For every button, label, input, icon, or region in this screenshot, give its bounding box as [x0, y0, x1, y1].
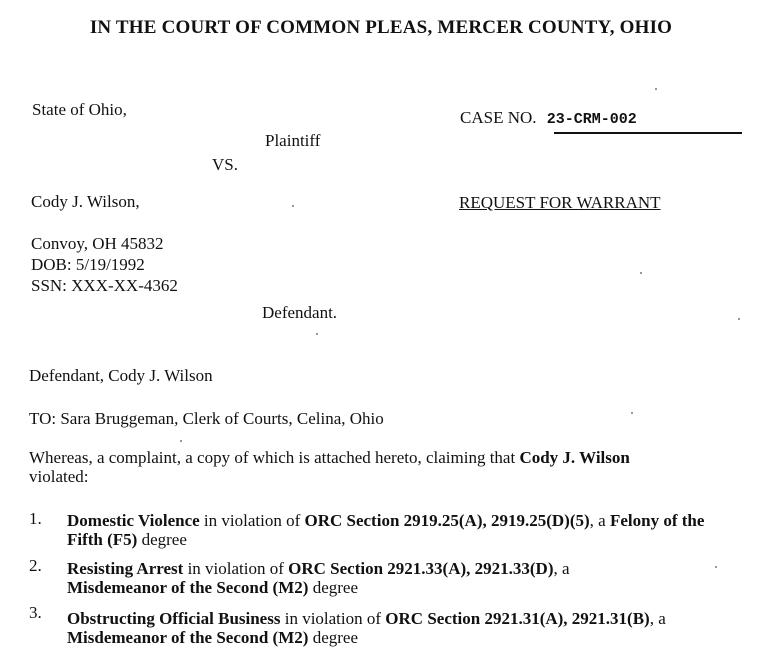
charge-offense: Domestic Violence: [67, 511, 200, 530]
scan-speck: [292, 205, 294, 207]
charge-offense: Resisting Arrest: [67, 559, 184, 578]
whereas-paragraph: [29, 448, 729, 486]
charge-number: 3.: [29, 603, 42, 622]
charge-degree-tail: degree: [308, 578, 358, 597]
charge-item: [67, 559, 667, 597]
defendant-role: Defendant.: [262, 303, 338, 322]
whereas-suffix: violated:: [29, 467, 89, 486]
plaintiff-name: State of Ohio,: [32, 100, 127, 119]
case-number-value: 23-CRM-002: [546, 111, 637, 128]
defendant-dob: DOB: 5/19/1992: [31, 255, 145, 274]
charge-item: [67, 609, 737, 647]
charge-statute: ORC Section 2921.31(A), 2921.31(B): [385, 609, 650, 628]
case-number-label: CASE NO.: [460, 108, 537, 127]
charge-connector: in violation of: [183, 559, 289, 578]
scan-speck: [738, 318, 740, 320]
scan-speck: [180, 440, 182, 442]
defendant-line: Defendant, Cody J. Wilson: [29, 366, 213, 385]
charge-separator: , a: [553, 559, 570, 578]
charge-separator: , a: [589, 511, 610, 530]
court-title: IN THE COURT OF COMMON PLEAS, MERCER COUNTY, OHIO: [89, 17, 673, 38]
whereas-defendant-name: Cody J. Wilson: [519, 448, 630, 467]
defendant-address: Convoy, OH 45832: [31, 234, 164, 253]
to-line: TO: Sara Bruggeman, Clerk of Courts, Celina, Ohio: [29, 409, 384, 428]
scan-speck: [316, 333, 318, 335]
charge-statute: ORC Section 2921.33(A), 2921.33(D): [288, 559, 554, 578]
defendant-ssn: SSN: XXX-XX-4362: [31, 276, 178, 295]
charge-connector: in violation of: [280, 609, 386, 628]
charge-degree-tail: degree: [137, 530, 187, 549]
plaintiff-role: Plaintiff: [265, 131, 321, 150]
scan-speck: [631, 412, 633, 414]
charge-degree: Misdemeanor of the Second (M2): [67, 628, 309, 647]
charge-number: 1.: [29, 509, 42, 528]
document-title: REQUEST FOR WARRANT: [459, 193, 661, 212]
charge-statute: ORC Section 2919.25(A), 2919.25(D)(5): [304, 511, 590, 530]
charge-item: [67, 511, 737, 549]
scan-speck: [715, 566, 717, 568]
charge-degree: Misdemeanor of the Second (M2): [67, 578, 309, 597]
charge-offense: Obstructing Official Business: [67, 609, 281, 628]
charge-number: 2.: [29, 556, 42, 575]
case-number-block: [460, 108, 637, 128]
versus-label: VS.: [212, 155, 238, 174]
whereas-prefix: Whereas, a complaint, a copy of which is attached hereto, claiming that: [29, 448, 520, 467]
charge-connector: in violation of: [199, 511, 305, 530]
scan-speck: [655, 88, 657, 90]
charge-degree: Felony of the Fifth (F5): [67, 511, 705, 549]
charge-degree-tail: degree: [308, 628, 358, 647]
charge-separator: , a: [649, 609, 666, 628]
scan-speck: [640, 272, 642, 274]
case-number-underline: [554, 132, 742, 134]
defendant-name: Cody J. Wilson,: [31, 192, 140, 211]
